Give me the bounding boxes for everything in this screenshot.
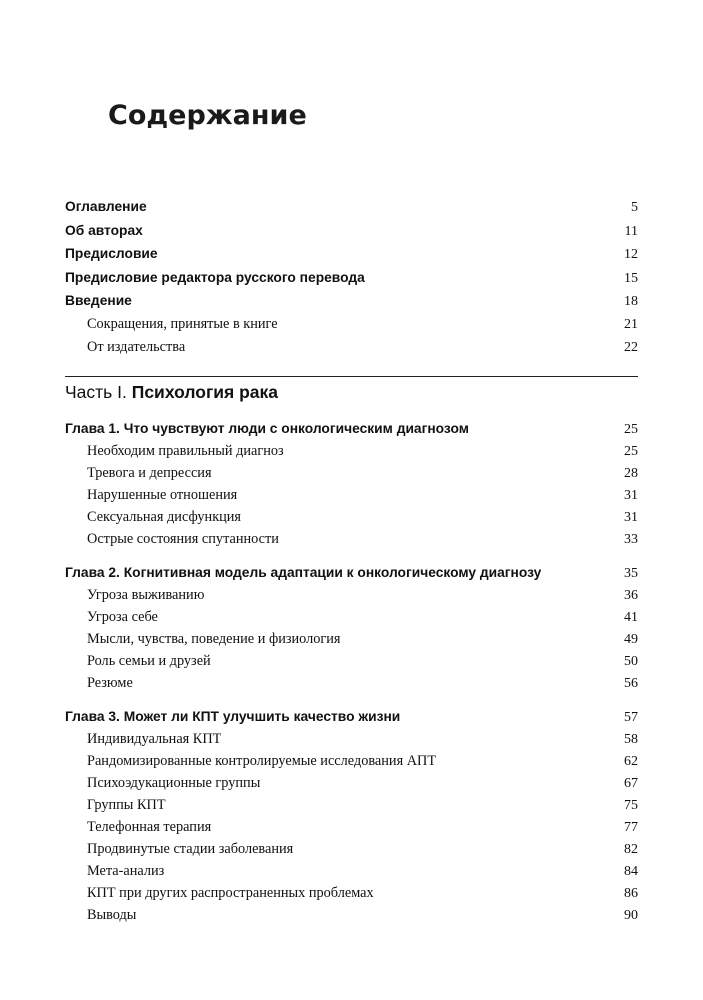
section-entry[interactable] (65, 728, 638, 750)
section-entry[interactable] (65, 904, 638, 926)
toc-entry[interactable] (65, 266, 638, 290)
chapter-block (65, 562, 638, 694)
toc-page-number: 31 (624, 509, 638, 525)
section-entry[interactable] (65, 440, 638, 462)
toc-page-number: 25 (624, 443, 638, 459)
toc-entry-title: Оглавление (65, 199, 147, 214)
toc-entry[interactable] (65, 289, 638, 313)
section-entry[interactable] (65, 628, 638, 650)
section-entry[interactable] (65, 606, 638, 628)
part-name: Психология рака (131, 381, 278, 402)
toc-entry-title: Сексуальная дисфункция (87, 508, 242, 525)
section-entry[interactable] (65, 672, 638, 694)
part-prefix: Часть I. (65, 381, 127, 402)
toc-entry-title: Тревога и депрессия (87, 464, 212, 481)
toc-page-number: 18 (624, 294, 638, 309)
toc-page-number: 28 (624, 465, 638, 481)
toc-page-number: 62 (624, 753, 638, 769)
toc-entry-title: Сокращения, принятые в книге (87, 315, 278, 332)
section-entry[interactable] (65, 528, 638, 550)
toc-page-number: 58 (624, 731, 638, 747)
toc-entry-title: Выводы (87, 906, 137, 923)
toc-entry-title: Угроза себе (87, 608, 158, 625)
toc-page-number: 11 (624, 223, 638, 239)
toc-entry[interactable] (65, 242, 638, 266)
toc-page-number: 90 (624, 907, 638, 923)
toc-entry-title: Мета-анализ (87, 862, 165, 879)
toc-entry-title: Введение (65, 293, 132, 308)
toc-entry-title: Индивидуальная КПТ (87, 730, 222, 747)
toc-entry[interactable] (65, 219, 638, 243)
toc-entry-title: Глава 2. Когнитивная модель адаптации к онкологическому диагнозу (65, 564, 542, 580)
toc-page-number: 49 (624, 631, 638, 647)
toc-entry-title: Необходим правильный диагноз (87, 442, 284, 459)
toc-entry-title: Угроза выживанию (87, 586, 205, 603)
section-entry[interactable] (65, 816, 638, 838)
toc-page-number: 22 (624, 339, 638, 355)
toc-entry-title: Продвинутые стадии заболевания (87, 840, 294, 857)
chapter-block (65, 706, 638, 926)
toc-page-number: 33 (624, 531, 638, 547)
toc-page-number: 56 (624, 675, 638, 691)
section-entry[interactable] (65, 860, 638, 882)
section-entry[interactable] (65, 584, 638, 606)
toc-page-number: 12 (624, 247, 638, 262)
toc-page-number: 50 (624, 653, 638, 669)
toc-entry-title: Телефонная терапия (87, 818, 212, 835)
toc-page-number: 84 (624, 863, 638, 879)
section-entry[interactable] (65, 506, 638, 528)
toc-entry-title: Предисловие (65, 246, 158, 261)
toc-entry-title: Психоэдукационные группы (87, 774, 261, 791)
toc-entry-title: Предисловие редактора русского перевода (65, 269, 365, 285)
toc-page-number: 82 (624, 841, 638, 857)
toc-entry-title: Острые состояния спутанности (87, 530, 279, 547)
toc-page-number: 77 (624, 819, 638, 835)
toc-entry[interactable] (65, 195, 638, 219)
toc-entry-title: Рандомизированные контролируемые исследования АПТ (87, 752, 437, 769)
section-entry[interactable] (65, 794, 638, 816)
toc-entry-title: КПТ при других распространенных проблемах (87, 884, 374, 901)
section-entry[interactable] (65, 772, 638, 794)
front-matter-list (65, 195, 638, 359)
toc-page-number: 25 (624, 421, 638, 437)
toc-entry-title: Глава 3. Может ли КПТ улучшить качество жизни (65, 708, 401, 724)
chapter-entry[interactable] (65, 706, 638, 728)
table-of-contents (65, 195, 638, 926)
toc-page-number: 35 (624, 565, 638, 581)
section-entry[interactable] (65, 484, 638, 506)
toc-entry-title: Нарушенные отношения (87, 486, 238, 503)
section-entry[interactable] (65, 650, 638, 672)
toc-page-number: 36 (624, 587, 638, 603)
toc-entry-title: Резюме (87, 674, 133, 691)
section-entry[interactable] (65, 750, 638, 772)
toc-page-number: 57 (624, 709, 638, 725)
chapter-entry[interactable] (65, 418, 638, 440)
chapter-block (65, 418, 638, 550)
toc-entry-title: Роль семьи и друзей (87, 652, 211, 669)
toc-page-number: 5 (631, 200, 638, 215)
chapter-entry[interactable] (65, 562, 638, 584)
toc-entry-title: Мысли, чувства, поведение и физиология (87, 630, 341, 647)
toc-entry-title: Об авторах (65, 222, 143, 238)
chapter-list (65, 418, 638, 926)
toc-page-number: 21 (624, 316, 638, 332)
page-title: Содержание (108, 100, 307, 131)
toc-entry-title: Глава 1. Что чувствуют люди с онкологическим диагнозом (65, 420, 469, 436)
part-heading (65, 377, 638, 407)
section-entry[interactable] (65, 838, 638, 860)
toc-page-number: 75 (624, 797, 638, 813)
toc-entry-title: Группы КПТ (87, 796, 166, 813)
toc-subentry[interactable] (65, 313, 638, 336)
toc-page-number: 67 (624, 775, 638, 791)
toc-page-number: 86 (624, 885, 638, 901)
toc-page-number: 31 (624, 487, 638, 503)
section-entry[interactable] (65, 462, 638, 484)
toc-page-number: 41 (624, 609, 638, 625)
toc-entry-title: От издательства (87, 338, 186, 355)
toc-subentry[interactable] (65, 336, 638, 359)
section-entry[interactable] (65, 882, 638, 904)
toc-page-number: 15 (624, 270, 638, 286)
